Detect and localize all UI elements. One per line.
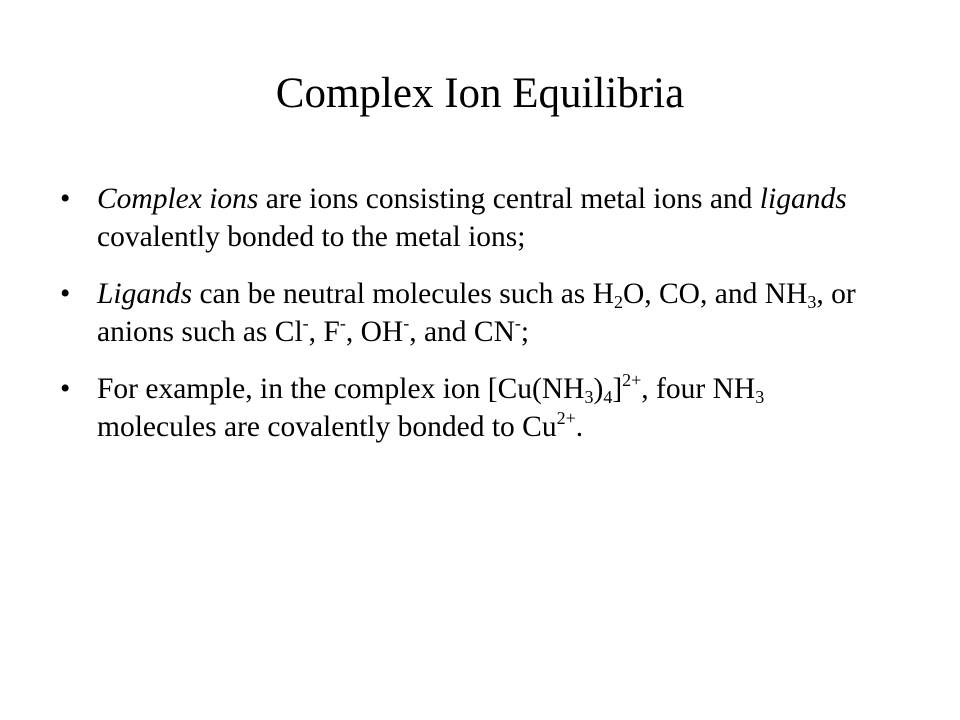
text-run-normal: , four NH bbox=[641, 373, 756, 405]
text-run-normal: molecules are covalently bonded to Cu bbox=[97, 411, 557, 443]
text-run-normal: , F bbox=[308, 316, 340, 348]
text-run-sup: 2+ bbox=[622, 370, 642, 390]
text-run-normal: , or anions such as Cl bbox=[97, 278, 856, 348]
bullet-item bbox=[60, 370, 880, 446]
text-run-normal: ; bbox=[520, 316, 530, 348]
text-run-italic: ligands bbox=[759, 183, 847, 215]
text-run-normal: , and CN bbox=[409, 316, 515, 348]
text-run-normal: are ions consisting central metal ions and bbox=[258, 183, 760, 215]
text-run-sub: 2 bbox=[613, 292, 623, 312]
text-run-normal: can be neutral molecules such as H bbox=[192, 278, 614, 310]
bullet-text bbox=[97, 180, 880, 256]
slide-title: Complex Ion Equilibria bbox=[275, 70, 685, 117]
bullet-icon: • bbox=[60, 183, 71, 215]
text-run-sub: 3 bbox=[584, 387, 594, 407]
text-run-normal: , OH bbox=[345, 316, 404, 348]
bullet-text bbox=[97, 275, 880, 351]
text-run-sup: - bbox=[302, 313, 309, 333]
bullet-list bbox=[60, 180, 880, 465]
text-run-sub: 4 bbox=[603, 387, 613, 407]
text-run-sup: - bbox=[514, 313, 521, 333]
bullet-icon: • bbox=[60, 278, 71, 310]
text-run-sup: - bbox=[339, 313, 346, 333]
text-run-normal: ] bbox=[612, 373, 623, 405]
bullet-item bbox=[60, 275, 880, 351]
text-run-normal: . bbox=[575, 411, 584, 443]
text-run-normal: ) bbox=[593, 373, 604, 405]
text-run-italic: Complex ions bbox=[97, 183, 259, 215]
text-run-sub: 3 bbox=[755, 387, 765, 407]
text-run-normal: covalently bonded to the metal ions; bbox=[97, 221, 526, 253]
text-run-sup: 2+ bbox=[556, 408, 576, 428]
text-run-normal: For example, in the complex ion [Cu(NH bbox=[97, 373, 585, 405]
text-run-italic: Ligands bbox=[97, 278, 193, 310]
bullet-icon: • bbox=[60, 373, 71, 405]
text-run-sub: 3 bbox=[807, 292, 817, 312]
text-run-sup: - bbox=[403, 313, 410, 333]
bullet-item bbox=[60, 180, 880, 256]
text-run-normal: O, CO, and NH bbox=[622, 278, 808, 310]
bullet-text bbox=[97, 370, 880, 446]
